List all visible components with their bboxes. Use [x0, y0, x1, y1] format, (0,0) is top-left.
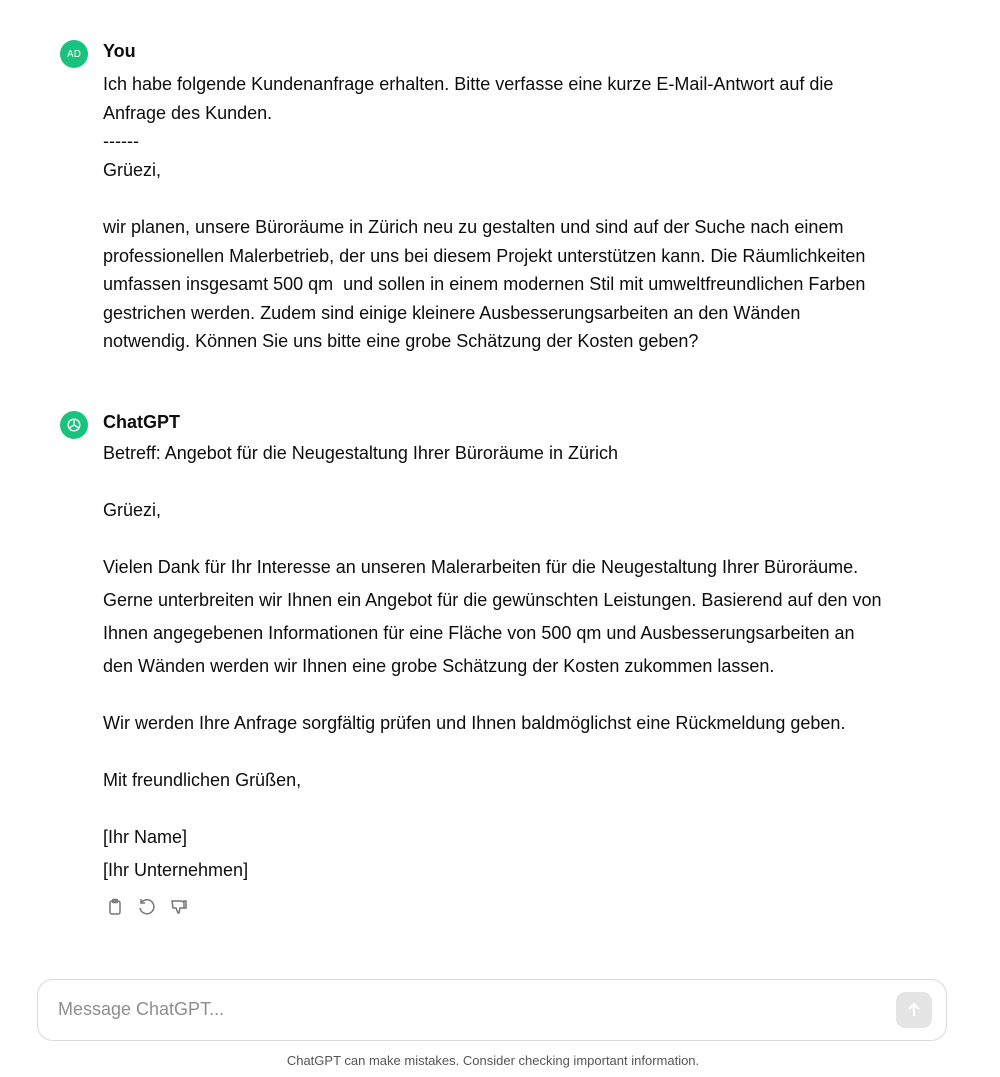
message-line: ------ [103, 131, 139, 152]
copy-icon[interactable] [105, 897, 125, 917]
disclaimer: ChatGPT can make mistakes. Consider checking important information. [286, 1053, 700, 1068]
response-line: Wir werden Ihre Anfrage sorgfältig prüfen und Ihnen baldmöglichst eine Rückmeldung geben. [103, 713, 846, 733]
response-line: [Ihr Unternehmen] [103, 860, 249, 880]
user-name: You [103, 41, 136, 61]
user-avatar: AD [60, 40, 88, 68]
response-line: Grüezi, [103, 500, 162, 520]
response-line: Gerne unterbreiten wir Ihnen ein Angebot für die gewünschten Leistungen. Basierend auf den von [103, 590, 882, 610]
message-line: professionellen Malerbetrieb, der uns bei diesem Projekt unterstützen kann. Die Räumlichkeiten [103, 245, 866, 266]
regenerate-icon[interactable] [137, 897, 157, 917]
send-button[interactable] [896, 992, 932, 1028]
response-line: Betreff: Angebot für die Neugestaltung Ihrer Büroräume in Zürich [103, 443, 618, 463]
message-actions [105, 897, 943, 917]
response-line: Ihnen angegebenen Informationen für eine Fläche von 500 qm und Ausbesserungsarbeiten an [103, 623, 855, 643]
assistant-message-text [103, 437, 943, 917]
response-line: den Wänden werden wir Ihnen eine grobe Schätzung der Kosten zukommen lassen. [103, 656, 775, 676]
message-line: gestrichen werden. Zudem sind einige kleinere Ausbesserungsarbeiten an den Wänden [103, 302, 801, 323]
message-line: umfassen insgesamt 500 qm und sollen in einem modernen Stil mit umweltfreundlichen Farben [103, 274, 866, 295]
message-line: Anfrage des Kunden. [103, 102, 273, 123]
user-message-text [103, 70, 943, 356]
arrow-up-icon [906, 1002, 922, 1018]
response-line: [Ihr Name] [103, 827, 188, 847]
thumbs-down-icon[interactable] [169, 897, 189, 917]
assistant-name: ChatGPT [103, 412, 181, 432]
message-line: wir planen, unsere Büroräume in Zürich neu zu gestalten und sind auf der Suche nach einem [103, 216, 844, 237]
chatgpt-logo-icon [60, 411, 88, 439]
message-line [103, 184, 943, 213]
message-composer[interactable] [37, 979, 947, 1041]
response-line: Mit freundlichen Grüßen, [103, 770, 302, 790]
message-line: Ich habe folgende Kundenanfrage erhalten. Bitte verfasse eine kurze E-Mail-Antwort auf die [103, 74, 834, 94]
response-line: Vielen Dank für Ihr Interesse an unseren Malerarbeiten für die Neugestaltung Ihrer Büroräume. [103, 557, 859, 577]
message-line: Grüezi, [103, 159, 162, 180]
message-input[interactable] [56, 998, 880, 1021]
message-line: notwendig. Können Sie uns bitte eine grobe Schätzung der Kosten geben? [103, 331, 699, 352]
